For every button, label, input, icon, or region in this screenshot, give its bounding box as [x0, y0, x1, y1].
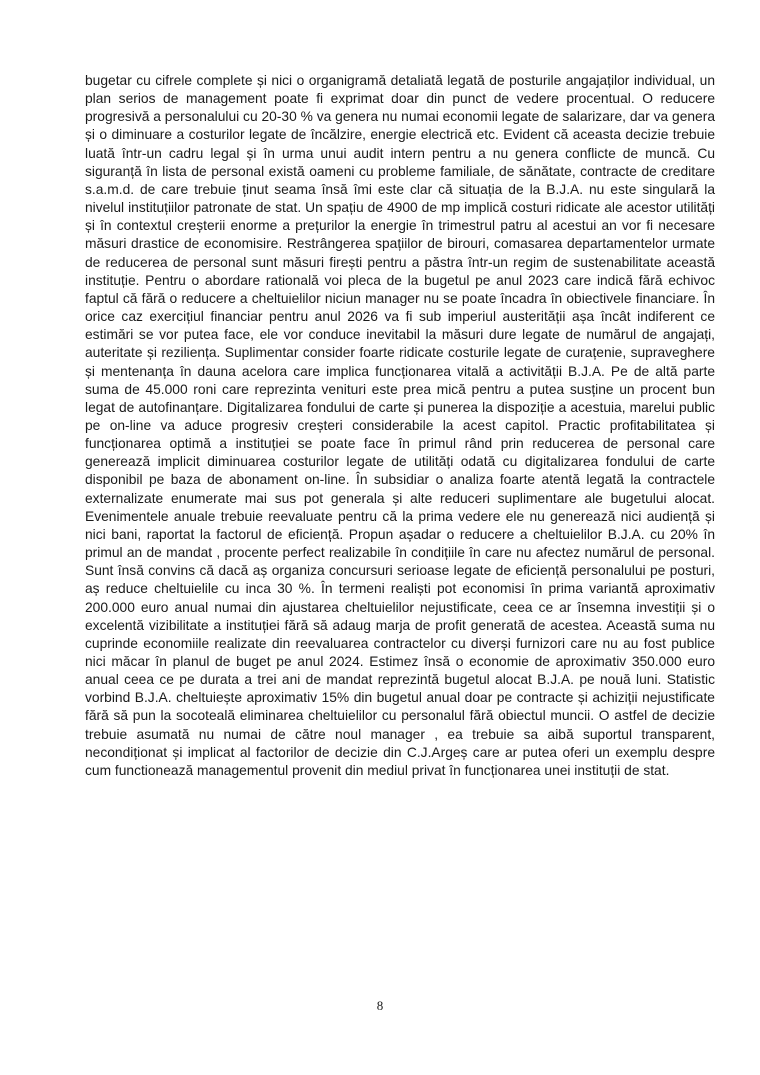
body-paragraph: bugetar cu cifrele complete și nici o organigramă detaliată legată de posturile angajaților individual, un plan serios de management poate fi exprimat doar din punct de vedere procentual. O reducere progresivă a personalului cu 20-30 % va genera nu numai economii legate de salarizare, dar va genera și o diminuare a costurilor legate de încălzire, energie electrică etc. Evident că aceasta decizie trebuie luată într-un cadru legal și în urma unui audit intern pentru a nu genera conflicte de muncă. Cu siguranță în lista de personal există oameni cu probleme familiale, de sănătate, contracte de creditare s.a.m.d. de care trebuie ținut seama însă îmi este clar că situația de la B.J.A. nu este singulară la nivelul instituțiilor patronate de stat. Un spațiu de 4900 de mp implică costuri ridicate ale acestor utilități și în contextul creșterii enorme a prețurilor la energie în trimestrul patru al acestui an vor fi necesare măsuri drastice de economisire. Restrângerea spațiilor de birouri, comasarea departamentelor urmate de reducerea de personal sunt măsuri firești pentru a păstra într-un regim de sustenabilitate această instituție. Pentru o abordare ratională voi pleca de la bugetul pe anul 2023 care indică fără echivoc faptul că fără o reducere a cheltuielilor niciun manager nu se poate încadra în obiectivele financiare. În orice caz exercițiul financiar pentru anul 2026 va fi sub imperiul austerității așa încât indiferent ce estimări se vor putea face, ele vor conduce inevitabil la măsuri dure legate de numărul de angajați, auteritate și reziliența. Suplimentar consider foarte ridicate costurile legate de curațenie, supraveghere și mentenanța în dauna acelora care implica funcționarea vitală a activității B.J.A. Pe de altă parte suma de 45.000 roni care reprezinta venituri este prea mică pentru a putea susține un procent bun legat de autofinanțare. Digitalizarea fondului de carte și punerea la dispoziție a acestuia, marelui public pe on-line va aduce progresiv creșteri considerabile la acest capitol. Practic profitabilitatea și funcționarea optimă a instituției se poate face în primul rând prin reducerea de personal care generează implicit diminuarea costurilor legate de utilități odată cu digitalizarea fondului de carte disponibil pe baza de abonament on-line. În subsidiar o analiza foarte atentă legată la contractele externalizate enumerate mai sus pot generala și alte reduceri suplimentare ale bugetului alocat. Evenimentele anuale trebuie reevaluate pentru că la prima vedere ele nu generează nici audiență și nici bani, raportat la factorul de eficiență. Propun așadar o reducere a cheltuielilor B.J.A. cu 20% în primul an de mandat , procente perfect realizabile în condițiile în care nu afectez numărul de personal. Sunt însă convins că dacă aș organiza concursuri serioase legate de eficiență personalului pe posturi, aș reduce cheltuielile cu inca 30 %. În termeni realiști pot economisi în prima variantă aproximativ 200.000 euro anual numai din ajustarea cheltuielilor nejustificate, ceea ce ar însemna investiții și o excelentă vizibilitate a instituției fără să adaug marja de profit generată de acestea. Această suma nu cuprinde economiile realizate din reevaluarea contractelor cu diverși furnizori care nu au fost publice nici măcar în planul de buget pe anul 2024. Estimez însă o economie de aproximativ 350.000 euro anual ceea ce pe durata a trei ani de mandat reprezintă bugetul alocat B.J.A. pe nouă luni. Statistic vorbind B.J.A. cheltuiește aproximativ 15% din bugetul anual doar pe contracte și achiziții nejustificate fără să pun la socoteală eliminarea cheltuielilor cu personalul fără obiectul muncii. O astfel de decizie trebuie asumată nu numai de către noul manager , ea trebuie sa aibă suportul transparent, necondiționat și implicat al factorilor de decizie din C.J.Argeș care ar putea oferi un exemplu despre cum functionează managementul provenit din mediul privat în funcționarea unei instituții de stat.: [85, 73, 715, 778]
page-number: 8: [376, 998, 384, 1013]
